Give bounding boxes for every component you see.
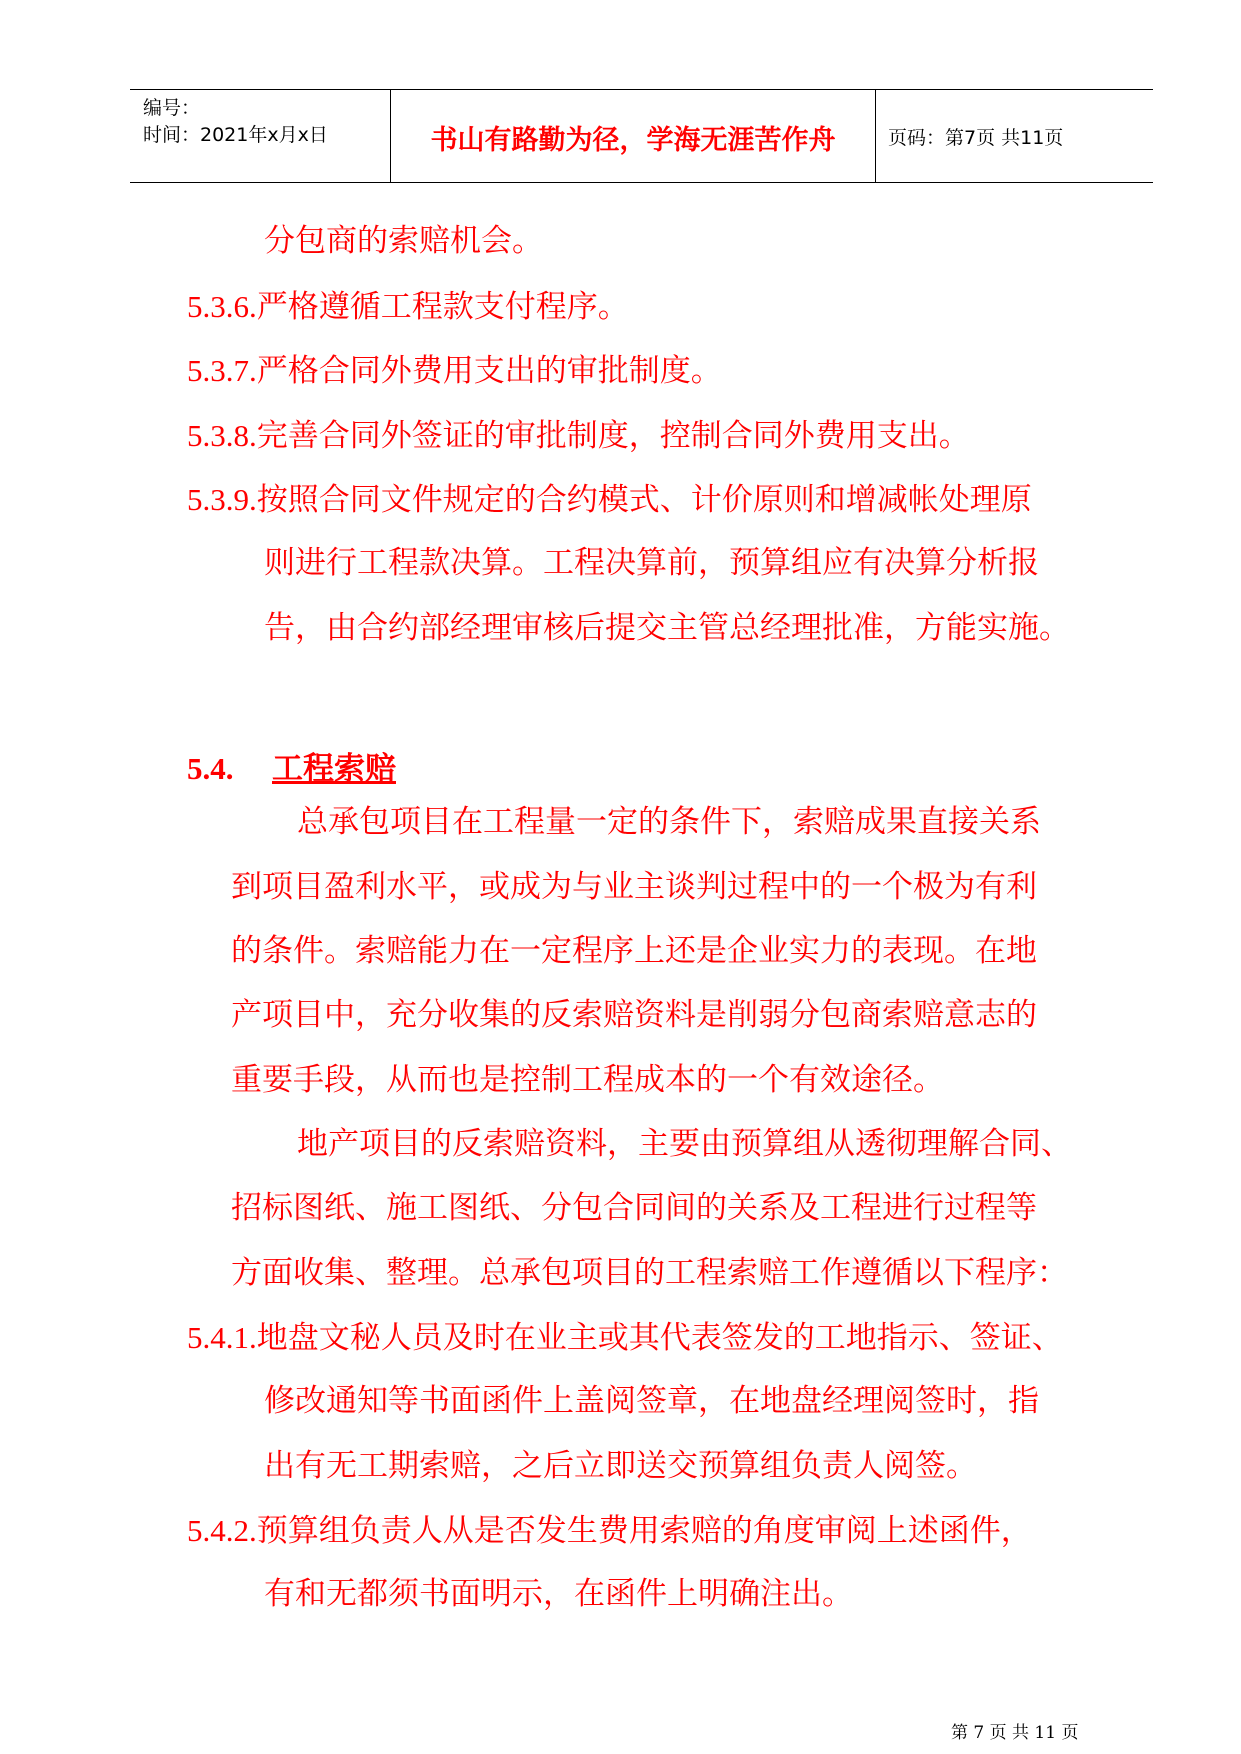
section-title: 工程索赔 xyxy=(272,751,396,787)
body-line: 则进行工程款决算。工程决算前，预算组应有决算分析报 xyxy=(264,545,1039,581)
clause-text: 完善合同外签证的审批制度，控制合同外费用支出。 xyxy=(256,418,970,454)
body-line: 出有无工期索赔，之后立即送交预算组负责人阅签。 xyxy=(264,1448,977,1484)
paragraph-line: 产项目中，充分收集的反索赔资料是削弱分包商索赔意志的 xyxy=(231,997,1037,1033)
section-heading xyxy=(187,743,396,788)
clause-text: 地盘文秘人员及时在业主或其代表签发的工地指示、签证、 xyxy=(256,1320,1063,1356)
clause-5-4-1 xyxy=(187,1322,1063,1354)
paragraph-line: 招标图纸、施工图纸、分包合同间的关系及工程进行过程等 xyxy=(231,1190,1037,1226)
body-line: 分包商的索赔机会。 xyxy=(264,223,543,259)
section-number: 5.4. xyxy=(187,751,234,786)
clause-text: 预算组负责人从是否发生费用索赔的角度审阅上述函件， xyxy=(256,1513,1032,1549)
paragraph-line: 总承包项目在工程量一定的条件下，索赔成果直接关系 xyxy=(297,804,1041,840)
clause-number: 5.3.8. xyxy=(187,418,257,453)
clause-number: 5.3.9. xyxy=(187,482,257,517)
paragraph-line: 到项目盈利水平，或成为与业主谈判过程中的一个极为有利 xyxy=(231,869,1037,905)
clause-5-3-8 xyxy=(187,420,970,452)
clause-number: 5.4.2. xyxy=(187,1513,257,1548)
clause-number: 5.3.7. xyxy=(187,353,257,388)
body-line: 有和无都须书面明示，在函件上明确注出。 xyxy=(264,1576,853,1612)
header-left-cell xyxy=(130,90,391,182)
clause-number: 5.4.1. xyxy=(187,1320,257,1355)
header-motto: 书山有路勤为径，学海无涯苦作舟 xyxy=(430,125,836,156)
body-line: 修改通知等书面函件上盖阅签章，在地盘经理阅签时，指 xyxy=(264,1383,1039,1419)
clause-5-3-6 xyxy=(187,291,629,323)
clause-5-3-7 xyxy=(187,355,722,387)
clause-5-4-2 xyxy=(187,1515,1032,1547)
paragraph-line: 重要手段，从而也是控制工程成本的一个有效途径。 xyxy=(231,1062,944,1098)
clause-text: 按照合同文件规定的合约模式、计价原则和增减帐处理原 xyxy=(256,482,1032,518)
clause-text: 严格遵循工程款支付程序。 xyxy=(256,289,629,325)
paragraph-line: 地产项目的反索赔资料，主要由预算组从透彻理解合同、 xyxy=(297,1126,1072,1162)
body-line: 告，由合约部经理审核后提交主管总经理批准，方能实施。 xyxy=(264,610,1070,646)
document-number-label: 编号： xyxy=(143,97,201,119)
clause-5-3-9 xyxy=(187,484,1032,516)
header-page-info: 页码：第7页 共11页 xyxy=(888,127,1064,149)
page-header xyxy=(130,89,1153,183)
clause-number: 5.3.6. xyxy=(187,289,257,324)
header-middle-cell xyxy=(391,90,876,182)
page-footer: 第 7 页 共 11 页 xyxy=(951,1723,1079,1743)
clause-text: 严格合同外费用支出的审批制度。 xyxy=(256,353,722,389)
paragraph-line: 的条件。索赔能力在一定程序上还是企业实力的表现。在地 xyxy=(231,933,1037,969)
document-time-label: 时间：2021年x月x日 xyxy=(143,124,328,146)
paragraph-line: 方面收集、整理。总承包项目的工程索赔工作遵循以下程序： xyxy=(231,1255,1068,1291)
header-right-cell xyxy=(876,90,1153,182)
